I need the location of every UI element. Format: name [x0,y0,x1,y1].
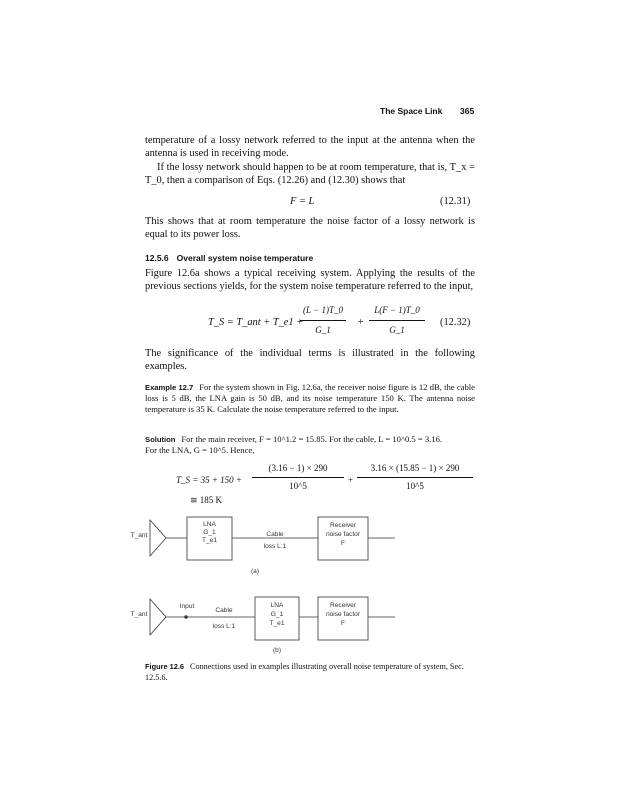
equation-12-32-frac1-num: (L − 1)T_0 [303,305,343,315]
solution-equation-lhs: T_S = 35 + 150 + [176,475,242,485]
example-label: Example 12.7 [145,383,194,392]
receiver-a-labels [318,521,368,548]
lna-b-labels [255,601,299,628]
lna-a-labels [187,521,232,545]
equation-12-32-frac1-den: G_1 [315,325,331,335]
section-number: 12.5.6 [145,253,169,263]
receiver-b-label-1: noise factor [325,611,361,618]
receiver-b-label-0: Receiver [329,602,357,609]
cable-a-label-0: Cable [266,531,284,538]
receiver-b-label-2: F [340,620,346,627]
paragraph-2: If the lossy network should happen to be at room temperature, that is, T_x = T_0, then a comparison of Eqs. (12.26) and (12.30) shows that [145,162,475,187]
cable-b-label-1: loss L:1 [212,623,236,630]
receiver-b-labels [318,601,368,628]
page-number: 365 [460,106,475,116]
solution-equation-plus: + [348,475,354,485]
solution-line-2: For the LNA, G = 10^5. Hence, [145,445,255,456]
equation-12-32-lhs: T_S = T_ant + T_e1 + [208,317,304,328]
figure-caption [145,662,475,683]
solution-equation-num1: (3.16 − 1) × 290 [268,463,328,473]
solution-equation-den1: 10^5 [289,481,307,491]
receiver-a-label-2: F [340,540,346,547]
equation-12-31: F = L [290,196,315,207]
lna-b-label-1: G_1 [270,611,284,618]
solution-equation-den2: 10^5 [406,481,424,491]
antenna-b-icon [150,599,166,635]
antenna-b-label: T_ant [130,611,148,618]
input-label: Input [179,603,195,610]
cable-b-labels [200,603,248,635]
paragraph-5: The significance of the individual terms is illustrated in the following examples. [145,348,475,373]
figure-caption-label: Figure 12.6 [145,662,185,671]
antenna-a-icon [150,520,166,556]
equation-12-32-frac2-num: L(F − 1)T_0 [374,305,420,315]
paragraph-4: Figure 12.6a shows a typical receiving system. Applying the results of the previous sections yields, for the system noise temperature referred to the input, [145,268,475,293]
input-node [185,616,188,619]
section-title: Overall system noise temperature [176,253,314,263]
lna-b-label-0: LNA [270,602,284,609]
diagram-a-sublabel: (a) [250,568,260,575]
paragraph-3: This shows that at room temperature the noise factor of a lossy network is equal to its power loss. [145,216,475,241]
receiver-a-label-0: Receiver [329,522,357,529]
running-title: The Space Link [380,106,443,116]
cable-b-label-0: Cable [215,607,233,614]
cable-a-labels [245,529,305,553]
lna-a-label-0: LNA [203,521,216,528]
lna-a-label-1: G_1 [203,529,216,536]
receiver-a-label-1: noise factor [325,531,361,538]
equation-12-32-plus: + [357,317,365,328]
cable-a-label-1: loss L:1 [263,543,287,550]
figure-caption-text: Connections used in examples illustrating overall noise temperature of system, Sec. 12.5.6. [145,662,464,682]
antenna-a-label: T_ant [130,532,148,539]
equation-12-31-number: (12.31) [440,196,471,207]
equation-12-32-frac2-den: G_1 [389,325,405,335]
paragraph-1: temperature of a lossy network referred to the input at the antenna when the antenna is used in receiving mode. [145,135,475,160]
solution-label: Solution [145,435,176,444]
diagram-b-sublabel: (b) [272,647,282,654]
equation-12-32-number: (12.32) [440,317,471,328]
solution-line-1: For the main receiver, F = 10^1.2 = 15.85. For the cable, L = 10^0.5 = 3.16. [181,434,443,444]
lna-b-label-2: T_e1 [269,620,285,627]
solution-result: ≅ 185 K [190,495,223,505]
example-text: For the system shown in Fig. 12.6a, the receiver noise figure is 12 dB, the cable loss is 5 dB, the LNA gain is 50 dB, and its noise temperature 150 K. The antenna noise temperature is 35 K. Calculate the noise temperature referred to the input. [145,382,476,415]
solution-equation-num2: 3.16 × (15.85 − 1) × 290 [370,463,460,473]
lna-a-label-2: T_e1 [201,537,218,544]
